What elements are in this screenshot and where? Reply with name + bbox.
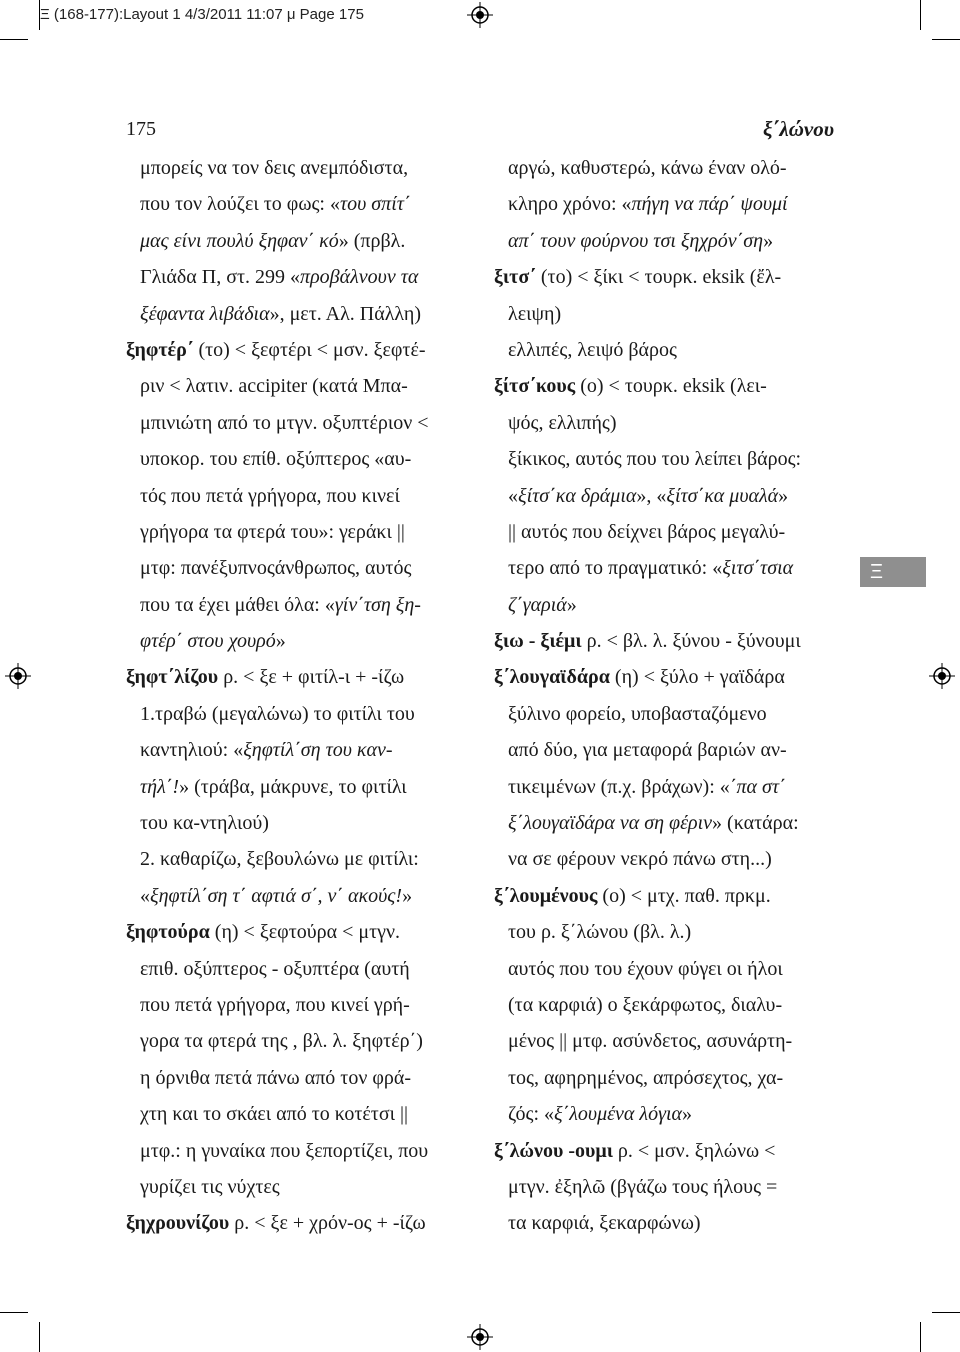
entry-headword-line [494, 623, 834, 659]
line-text [508, 339, 677, 361]
entry-headword-line [126, 914, 466, 950]
headword: ξηφτ΄λίζου [126, 666, 219, 689]
definition-text: ζός: « [508, 1103, 555, 1126]
headword: ξ΄λουγαϊδάρα [494, 666, 610, 689]
example-quote: του σπίτ΄ [339, 193, 411, 216]
line-text [508, 812, 799, 834]
entry-text-line [126, 259, 466, 295]
line-text [140, 157, 408, 179]
line-text [140, 776, 407, 798]
entry-text-line [126, 587, 466, 623]
definition-text: γυρίζει τις νύχτες [140, 1175, 280, 1198]
definition-text: που τα έχει μάθει όλα: « [140, 593, 335, 616]
entry-text-line [494, 805, 834, 841]
line-text [508, 1067, 783, 1089]
definition-text: », « [636, 484, 667, 507]
line-text [140, 812, 269, 834]
entry-text-line [494, 405, 834, 441]
line-text [508, 485, 788, 507]
definition-text: ξύλινο φορείο, υποβασταζόμενο [508, 702, 767, 725]
definition-text: καντηλιού: « [140, 739, 244, 762]
line-text [140, 1103, 408, 1125]
line-text [140, 230, 405, 252]
line-text [140, 521, 405, 543]
headword: ξιτσ΄ [494, 266, 536, 289]
definition-text: μτφ.: η γυναίκα που ξεπορτίζει, που [140, 1139, 429, 1162]
definition-text: ρ. < μσν. ξηλώνω < [612, 1139, 776, 1162]
example-quote: φτέρ΄ στου χουρό [140, 630, 276, 653]
entry-text-line [126, 769, 466, 805]
line-text [140, 994, 410, 1016]
entry-headword-line [126, 332, 466, 368]
definition-text: « [140, 884, 150, 907]
crop-mark-bottom-left-h [0, 1312, 28, 1313]
definition-text: υποκορ. του επίθ. οξύπτερος «αυ- [140, 448, 412, 471]
right-column [494, 150, 834, 1242]
definition-text: αυτός που του έχουν φύγει οι ήλοι [508, 957, 783, 980]
example-quote: απ΄ τουν φούρνου τσι ξηχρόν΄ση [508, 229, 764, 252]
definition-text: που τον λούζει το φως: « [140, 193, 340, 216]
definition-text: » (κατάρα: [712, 812, 799, 835]
headword: ξ΄λουμένους [494, 884, 598, 907]
line-text [126, 666, 404, 688]
definition-text: λειψη) [508, 302, 562, 325]
entry-text-line [494, 514, 834, 550]
definition-text: μπινιώτη από το μτγν. οξυπτέριον < [140, 411, 429, 434]
definition-text: (το) < ξεφτέρι < μσν. ξεφτέ- [193, 338, 426, 361]
line-text [508, 848, 772, 870]
definition-text: » [402, 884, 413, 907]
example-quote: ξηφτίλ΄ση τ΄ αφτιά σ΄, ν΄ ακούς! [150, 884, 403, 907]
entry-text-line [126, 405, 466, 441]
entry-text-line [494, 914, 834, 950]
line-text [494, 885, 771, 907]
line-text [140, 630, 286, 652]
crop-mark-top-left-v [39, 0, 40, 30]
line-text [126, 1212, 426, 1234]
definition-text: » [275, 630, 286, 653]
definition-text: (τα καρφιά) ο ξεκάρφωτος, διαλυ- [508, 993, 783, 1016]
definition-text: χτη και το σκάει από το κοτέτσι || [140, 1103, 409, 1126]
line-text [140, 1030, 423, 1052]
entry-text-line [494, 223, 834, 259]
crop-mark-bottom-right-h [932, 1312, 960, 1313]
entry-text-line [494, 987, 834, 1023]
definition-text: (η) < ξύλο + γαϊδάρα [609, 666, 785, 689]
line-text [494, 1140, 775, 1162]
page-number: 175 [126, 118, 156, 140]
entry-text-line [126, 805, 466, 841]
entry-text-line [126, 987, 466, 1023]
entry-text-line [126, 514, 466, 550]
entry-text-line [126, 368, 466, 404]
example-quote: ξιτσ΄τσια [722, 557, 794, 580]
line-text [508, 1176, 777, 1198]
definition-text: του κα-ντηλιού) [140, 812, 269, 835]
entry-headword-line [494, 259, 834, 295]
entry-text-line [126, 1096, 466, 1132]
definition-text: 2. καθαρίζω, ξεβουλώνω με φιτίλι: [140, 848, 419, 871]
definition-text: που πετά γρήγορα, που κινεί γρή- [140, 993, 410, 1016]
line-text [494, 375, 767, 397]
entry-text-line [494, 841, 834, 877]
definition-text: ρ. < ξε + φιτίλ-ι + -ίζω [218, 666, 405, 689]
example-quote: ξηφτίλ΄ση του καν- [243, 739, 393, 762]
line-text [508, 921, 691, 943]
headword: ξηφτέρ΄ [126, 338, 194, 361]
registration-mark-icon [929, 663, 955, 689]
definition-text: αργώ, καθυστερώ, κάνω έναν ολό- [508, 157, 787, 179]
line-text [508, 739, 787, 761]
crop-mark-bottom-left-v [39, 1322, 40, 1352]
line-text [140, 412, 429, 434]
registration-mark-icon [467, 1324, 493, 1350]
entry-text-line [494, 441, 834, 477]
entry-text-line [126, 732, 466, 768]
definition-text: τός που πετά γρήγορα, που κινεί [140, 484, 400, 507]
definition-text: τα καρφιά, ξεκαρφώνω) [508, 1212, 701, 1235]
definition-text: τερο από το πραγματικό: « [508, 557, 723, 580]
line-text [508, 557, 793, 579]
entry-text-line [126, 696, 466, 732]
entry-text-line [126, 150, 466, 186]
entry-text-line [494, 478, 834, 514]
example-quote: προβάλνουν τα [300, 266, 419, 289]
entry-text-line [126, 878, 466, 914]
line-text [140, 958, 410, 980]
example-quote: τήλ΄! [140, 775, 180, 798]
entry-text-line [494, 186, 834, 222]
entry-text-line [126, 623, 466, 659]
line-text [126, 921, 400, 943]
definition-text: από δύο, για μεταφορά βαριών αν- [508, 739, 787, 762]
definition-text: κληρο χρόνο: « [508, 193, 632, 216]
definition-text: μένος || μτφ. ασύνδετος, ασυνάρτη- [508, 1030, 793, 1053]
example-quote: ξ΄λουγαϊδάρα να ση φέριν [508, 812, 713, 835]
entry-text-line [494, 696, 834, 732]
definition-text: » [682, 1103, 693, 1126]
registration-mark-icon [467, 2, 493, 28]
definition-text: τικειμένων (π.χ. βράχων): « [508, 775, 730, 798]
line-text [508, 157, 787, 179]
definition-text: ριν < λατιν. accipiter (κατά Μπα- [140, 375, 408, 398]
example-quote: ζ΄γαριά [508, 593, 567, 616]
line-text [508, 958, 783, 980]
entry-text-line [126, 441, 466, 477]
line-text [494, 630, 801, 652]
line-text [140, 485, 400, 507]
definition-text: επιθ. οξύπτερος - οξυπτέρα (αυτή [140, 957, 410, 980]
entry-text-line [494, 1169, 834, 1205]
running-head: ξ΄λώνου [762, 117, 834, 141]
line-text [140, 448, 411, 470]
entry-text-line [126, 1133, 466, 1169]
definition-text: » [763, 229, 774, 252]
left-column [126, 150, 466, 1242]
definition-text: ελλιπές, λειψό βάρος [508, 338, 677, 361]
definition-text: (η) < ξεφτούρα < μτγν. [209, 921, 401, 944]
entry-text-line [126, 186, 466, 222]
line-text [140, 266, 418, 288]
entry-text-line [494, 1096, 834, 1132]
line-text [140, 303, 421, 325]
definition-text: || αυτός που δείχνει βάρος μεγαλύ- [508, 520, 786, 543]
entry-text-line [494, 296, 834, 332]
line-text [508, 448, 801, 470]
example-quote: γίν΄τση ξη- [334, 593, 421, 616]
line-text [508, 776, 786, 798]
definition-text: να σε φέρουν νεκρό πάνω στη...) [508, 848, 772, 871]
line-text [140, 703, 415, 725]
definition-text: (ο) < τουρκ. eksik (λει- [575, 375, 767, 398]
headword: ξηχρουνίζου [126, 1212, 230, 1235]
entry-text-line [494, 1023, 834, 1059]
definition-text: ψός, ελλιπής) [508, 411, 617, 434]
line-text [126, 339, 426, 361]
entry-text-line [126, 223, 466, 259]
definition-text: (ο) < μτχ. παθ. πρκμ. [597, 884, 771, 907]
crop-mark-top-right-h [932, 39, 960, 40]
headword: ξ΄λώνου -ουμι [494, 1139, 613, 1162]
line-text [140, 1067, 411, 1089]
definition-text: γορα τα φτερά της , βλ. λ. ξηφτέρ΄) [140, 1030, 423, 1053]
headword: ξίτσ΄κους [494, 375, 576, 398]
line-text [508, 1103, 692, 1125]
example-quote: ξέφαντα λιβάδια [140, 302, 270, 325]
entry-text-line [126, 478, 466, 514]
example-quote: πήγη να πάρ΄ ψουμί [631, 193, 788, 216]
definition-text: μπορείς να τον δεις ανεμπόδιστα, [140, 157, 409, 179]
line-text [140, 1176, 280, 1198]
entry-text-line [126, 296, 466, 332]
line-text [508, 303, 561, 325]
crop-mark-top-right-v [920, 0, 921, 30]
line-text [508, 230, 773, 252]
line-text [140, 739, 393, 761]
line-text [508, 594, 577, 616]
line-text [140, 885, 412, 907]
entry-headword-line [494, 1133, 834, 1169]
line-text [140, 848, 419, 870]
entry-text-line [494, 550, 834, 586]
definition-text: η όρνιθα πετά πάνω από τον φρά- [140, 1066, 412, 1089]
thumb-index-tab: Ξ [860, 557, 926, 587]
definition-text: μτφ: πανέξυπνοςάνθρωπος, αυτός [140, 557, 412, 580]
definition-text: ρ. < βλ. λ. ξύνου - ξύνουμι [581, 630, 801, 653]
line-text [494, 266, 781, 288]
entry-text-line [494, 732, 834, 768]
definition-text: ρ. < ξε + χρόν-ος + -ίζω [229, 1212, 426, 1235]
line-text [508, 412, 617, 434]
registration-mark-icon [5, 663, 31, 689]
entry-headword-line [494, 878, 834, 914]
crop-mark-top-left-h [0, 39, 28, 40]
definition-text: (το) < ξίκι < τουρκ. eksik (ἔλ- [535, 266, 782, 289]
line-text [140, 193, 411, 215]
entry-headword-line [494, 659, 834, 695]
line-text [508, 703, 767, 725]
entry-text-line [126, 550, 466, 586]
definition-text: » (πρβλ. [338, 229, 406, 252]
definition-text: » [778, 484, 789, 507]
line-text [508, 193, 788, 215]
entry-text-line [126, 1060, 466, 1096]
entry-text-line [494, 150, 834, 186]
entry-headword-line [494, 368, 834, 404]
entry-headword-line [126, 659, 466, 695]
line-text [508, 1030, 792, 1052]
entry-text-line [126, 841, 466, 877]
line-text [508, 1212, 701, 1234]
definition-text: Γλιάδα Π, στ. 299 « [140, 266, 301, 289]
entry-text-line [494, 951, 834, 987]
definition-text: τος, αφηρημένος, απρόσεχτος, χα- [508, 1066, 784, 1089]
definition-text: » [566, 593, 577, 616]
definition-text: » (τράβα, μάκρυνε, το φιτίλι [179, 775, 407, 798]
entry-text-line [126, 1169, 466, 1205]
entry-text-line [494, 1060, 834, 1096]
line-text [140, 1140, 428, 1162]
entry-text-line [494, 1205, 834, 1241]
example-quote: ΄πα στ΄ [729, 775, 786, 798]
line-text [494, 666, 785, 688]
entry-headword-line [126, 1205, 466, 1241]
example-quote: ξίτσ΄κα δράμια [518, 484, 637, 507]
example-quote: μας είνι πουλύ ξηφαν΄ κό [140, 229, 339, 252]
definition-text: 1.τραβώ (μεγαλώνω) το φιτίλι του [140, 702, 415, 725]
entry-text-line [126, 1023, 466, 1059]
line-text [508, 994, 782, 1016]
definition-text: ξίκικος, αυτός που του λείπει βάρος: [508, 448, 802, 471]
entry-text-line [126, 951, 466, 987]
definition-text: γρήγορα τα φτερά του»: γεράκι || [140, 520, 405, 543]
entry-text-line [494, 332, 834, 368]
definition-text: « [508, 484, 518, 507]
definition-text: του ρ. ξ΄λώνου (βλ. λ.) [508, 921, 692, 944]
definition-text: », μετ. Αλ. Πάλλη) [269, 302, 422, 325]
line-text [140, 594, 421, 616]
line-text [508, 521, 785, 543]
example-quote: ξίτσ΄κα μυαλά [666, 484, 779, 507]
entry-text-line [494, 587, 834, 623]
definition-text: μτγν. ἐξηλῶ (βγάζω τους ήλους = [508, 1175, 778, 1198]
crop-mark-bottom-right-v [920, 1322, 921, 1352]
entry-text-line [494, 769, 834, 805]
line-text [140, 375, 408, 397]
headword: ξιω - ξιέμι [494, 630, 582, 653]
example-quote: ξ΄λουμένα λόγια [554, 1103, 683, 1126]
line-text [140, 557, 411, 579]
headword: ξηφτούρα [126, 921, 210, 944]
printer-slug-line: Ξ (168-177):Layout 1 4/3/2011 11:07 μ Page 175 [40, 6, 364, 23]
